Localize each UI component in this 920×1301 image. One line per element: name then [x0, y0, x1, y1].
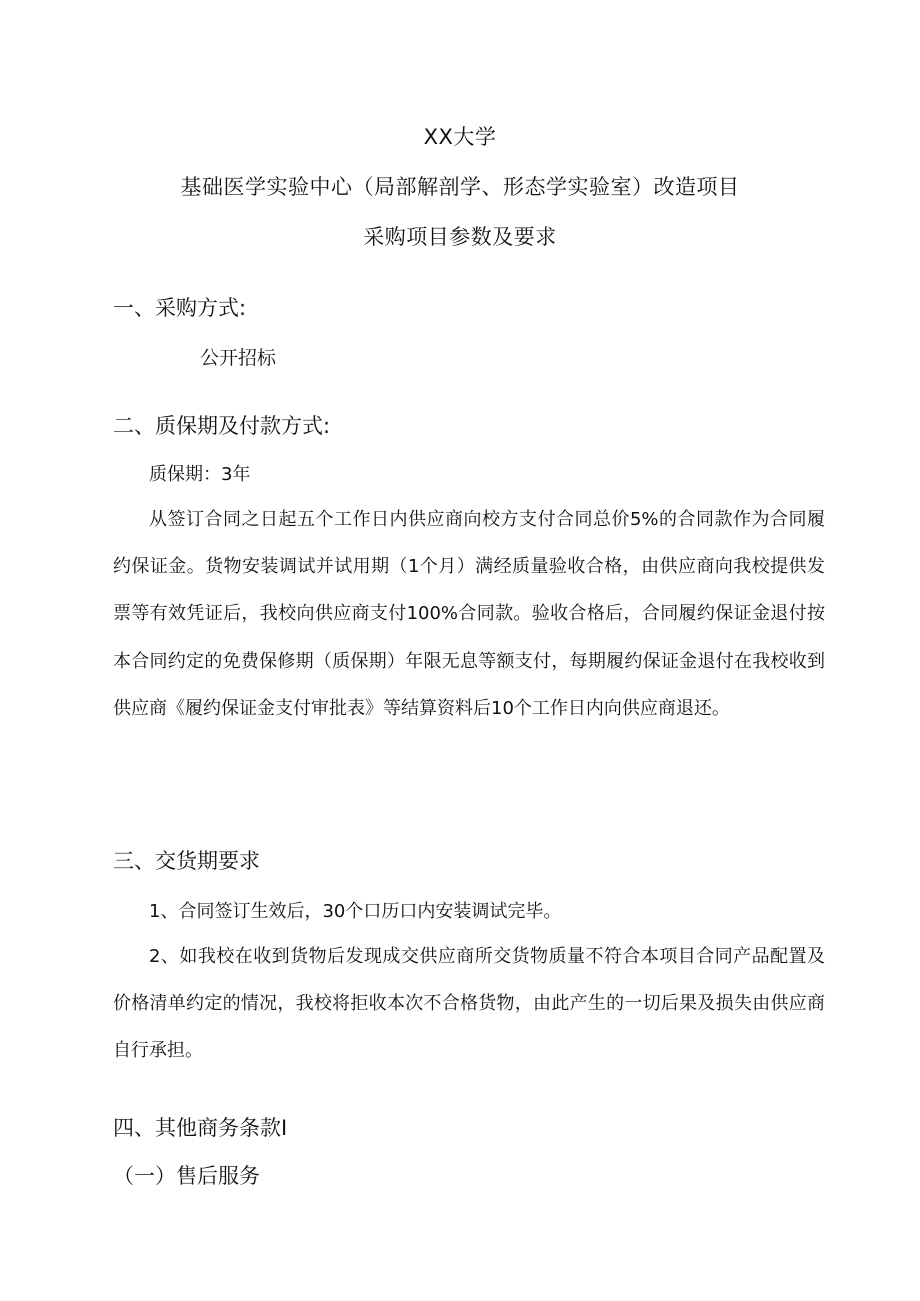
section-3-item-1: 1、合同签订生效后，30个口历口内安装调试完毕。: [149, 901, 562, 922]
section-2-heading: 二、质保期及付款方式:: [113, 414, 331, 438]
section-1-content: 公开招标: [200, 347, 277, 369]
document-title-university: XX大学: [423, 125, 497, 149]
section-4-subheading-1: （一）售后服务: [113, 1164, 260, 1188]
section-2-warranty: 质保期：3年: [149, 464, 251, 485]
section-3-item-2: 2、如我校在收到货物后发现成交供应商所交货物质量不符合本项目合同产品配置及价格清单约定的情况，我校将拒收本次不合格货物，由此产生的一切后果及损失由供应商自行承担。: [113, 946, 825, 1062]
section-2-payment-paragraph: 从签订合同之日起五个工作日内供应商向校方支付合同总价5%的合同款作为合同履约保证金。货物安装调试并试用期（1个月）满经质量验收合格，由供应商向我校提供发票等有效凭证后，我校向供应商支付100%合同款。验收合格后，合同履约保证金退付按本合同约定的免费保修期（质保期）年限无息等额支付，每期履约保证金退付在我校收到供应商《履约保证金支付审批表》等结算资料后10个工作日内向供应商退还。: [113, 509, 825, 719]
section-1-heading: 一、采购方式:: [113, 296, 247, 320]
document-title-subject: 采购项目参数及要求: [363, 225, 557, 249]
section-4-heading: 四、其他商务条款I: [113, 1116, 288, 1140]
section-3-heading: 三、交货期要求: [113, 849, 260, 873]
document-title-project: 基础医学实验中心（局部解剖学、形态学实验室）改造项目: [180, 175, 740, 199]
